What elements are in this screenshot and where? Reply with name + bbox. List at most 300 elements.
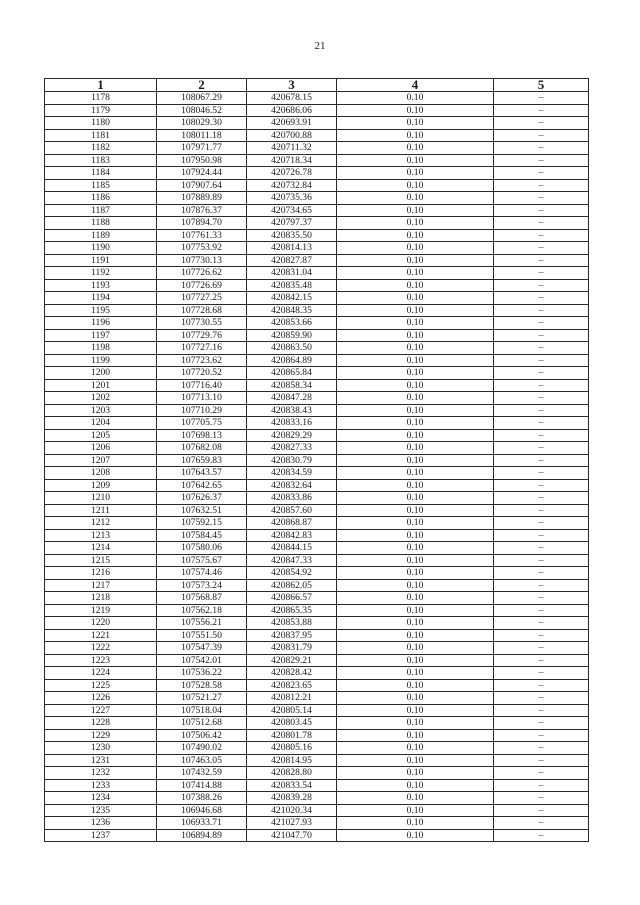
tolerance-value: 0.10 <box>337 592 494 605</box>
point-number: 1237 <box>45 829 157 842</box>
note-value: – <box>494 492 589 505</box>
tolerance-value: 0.10 <box>337 704 494 717</box>
x-coordinate: 107723.62 <box>157 354 247 367</box>
point-number: 1236 <box>45 817 157 830</box>
table-row <box>45 254 589 267</box>
y-coordinate: 420726.78 <box>247 167 337 180</box>
x-coordinate: 107971.77 <box>157 142 247 155</box>
tolerance-value: 0.10 <box>337 142 494 155</box>
point-number: 1227 <box>45 704 157 717</box>
point-number: 1192 <box>45 267 157 280</box>
tolerance-value: 0.10 <box>337 267 494 280</box>
x-coordinate: 107876.37 <box>157 204 247 217</box>
table-body <box>45 92 589 842</box>
y-coordinate: 420828.42 <box>247 667 337 680</box>
point-number: 1195 <box>45 304 157 317</box>
point-number: 1185 <box>45 179 157 192</box>
y-coordinate: 421020.34 <box>247 804 337 817</box>
note-value: – <box>494 767 589 780</box>
y-coordinate: 420693.91 <box>247 117 337 130</box>
x-coordinate: 107642.65 <box>157 479 247 492</box>
table-row <box>45 304 589 317</box>
x-coordinate: 107716.40 <box>157 379 247 392</box>
point-number: 1182 <box>45 142 157 155</box>
tolerance-value: 0.10 <box>337 204 494 217</box>
x-coordinate: 107632.51 <box>157 504 247 517</box>
x-coordinate: 107698.13 <box>157 429 247 442</box>
point-number: 1199 <box>45 354 157 367</box>
x-coordinate: 107727.25 <box>157 292 247 305</box>
note-value: – <box>494 454 589 467</box>
y-coordinate: 420838.43 <box>247 404 337 417</box>
coordinates-table <box>44 78 589 842</box>
point-number: 1224 <box>45 667 157 680</box>
point-number: 1181 <box>45 129 157 142</box>
tolerance-value: 0.10 <box>337 379 494 392</box>
point-number: 1229 <box>45 729 157 742</box>
point-number: 1215 <box>45 554 157 567</box>
x-coordinate: 107950.98 <box>157 154 247 167</box>
note-value: – <box>494 604 589 617</box>
point-number: 1214 <box>45 542 157 555</box>
note-value: – <box>494 192 589 205</box>
note-value: – <box>494 104 589 117</box>
note-value: – <box>494 654 589 667</box>
tolerance-value: 0.10 <box>337 92 494 105</box>
y-coordinate: 420797.37 <box>247 217 337 230</box>
y-coordinate: 420832.64 <box>247 479 337 492</box>
y-coordinate: 420859.90 <box>247 329 337 342</box>
y-coordinate: 420735.36 <box>247 192 337 205</box>
x-coordinate: 107528.58 <box>157 679 247 692</box>
note-value: – <box>494 142 589 155</box>
tolerance-value: 0.10 <box>337 242 494 255</box>
note-value: – <box>494 592 589 605</box>
note-value: – <box>494 517 589 530</box>
x-coordinate: 107729.76 <box>157 329 247 342</box>
note-value: – <box>494 254 589 267</box>
y-coordinate: 420831.79 <box>247 642 337 655</box>
y-coordinate: 420847.28 <box>247 392 337 405</box>
point-number: 1223 <box>45 654 157 667</box>
point-number: 1209 <box>45 479 157 492</box>
note-value: – <box>494 117 589 130</box>
tolerance-value: 0.10 <box>337 504 494 517</box>
y-coordinate: 420833.54 <box>247 779 337 792</box>
y-coordinate: 420678.15 <box>247 92 337 105</box>
point-number: 1193 <box>45 279 157 292</box>
tolerance-value: 0.10 <box>337 129 494 142</box>
note-value: – <box>494 567 589 580</box>
x-coordinate: 106894.89 <box>157 829 247 842</box>
x-coordinate: 107542.01 <box>157 654 247 667</box>
point-number: 1190 <box>45 242 157 255</box>
point-number: 1212 <box>45 517 157 530</box>
tolerance-value: 0.10 <box>337 792 494 805</box>
y-coordinate: 420863.50 <box>247 342 337 355</box>
tolerance-value: 0.10 <box>337 117 494 130</box>
table-row <box>45 342 589 355</box>
point-number: 1179 <box>45 104 157 117</box>
note-value: – <box>494 679 589 692</box>
note-value: – <box>494 629 589 642</box>
note-value: – <box>494 317 589 330</box>
table-row <box>45 429 589 442</box>
y-coordinate: 420866.57 <box>247 592 337 605</box>
point-number: 1187 <box>45 204 157 217</box>
note-value: – <box>494 542 589 555</box>
note-value: – <box>494 754 589 767</box>
point-number: 1206 <box>45 442 157 455</box>
note-value: – <box>494 304 589 317</box>
y-coordinate: 420830.79 <box>247 454 337 467</box>
tolerance-value: 0.10 <box>337 404 494 417</box>
tolerance-value: 0.10 <box>337 467 494 480</box>
y-coordinate: 420831.04 <box>247 267 337 280</box>
note-value: – <box>494 617 589 630</box>
point-number: 1200 <box>45 367 157 380</box>
tolerance-value: 0.10 <box>337 192 494 205</box>
table-row <box>45 754 589 767</box>
y-coordinate: 420805.16 <box>247 742 337 755</box>
table-row <box>45 217 589 230</box>
x-coordinate: 107889.89 <box>157 192 247 205</box>
tolerance-value: 0.10 <box>337 179 494 192</box>
table-row <box>45 767 589 780</box>
note-value: – <box>494 354 589 367</box>
x-coordinate: 107894.70 <box>157 217 247 230</box>
note-value: – <box>494 292 589 305</box>
table-row <box>45 604 589 617</box>
x-coordinate: 107490.02 <box>157 742 247 755</box>
tolerance-value: 0.10 <box>337 304 494 317</box>
point-number: 1188 <box>45 217 157 230</box>
tolerance-value: 0.10 <box>337 629 494 642</box>
note-value: – <box>494 229 589 242</box>
y-coordinate: 420865.35 <box>247 604 337 617</box>
table-row <box>45 117 589 130</box>
note-value: – <box>494 667 589 680</box>
tolerance-value: 0.10 <box>337 429 494 442</box>
column-header-3: 3 <box>247 79 337 92</box>
tolerance-value: 0.10 <box>337 479 494 492</box>
note-value: – <box>494 167 589 180</box>
table-header-row <box>45 79 589 92</box>
y-coordinate: 420734.65 <box>247 204 337 217</box>
y-coordinate: 420847.33 <box>247 554 337 567</box>
x-coordinate: 107753.92 <box>157 242 247 255</box>
x-coordinate: 108011.18 <box>157 129 247 142</box>
y-coordinate: 420812.21 <box>247 692 337 705</box>
point-number: 1234 <box>45 792 157 805</box>
tolerance-value: 0.10 <box>337 342 494 355</box>
point-number: 1210 <box>45 492 157 505</box>
y-coordinate: 420853.66 <box>247 317 337 330</box>
x-coordinate: 107726.69 <box>157 279 247 292</box>
y-coordinate: 420844.15 <box>247 542 337 555</box>
tolerance-value: 0.10 <box>337 104 494 117</box>
note-value: – <box>494 92 589 105</box>
table-row <box>45 542 589 555</box>
note-value: – <box>494 179 589 192</box>
table-row <box>45 704 589 717</box>
y-coordinate: 420868.87 <box>247 517 337 530</box>
tolerance-value: 0.10 <box>337 692 494 705</box>
point-number: 1225 <box>45 679 157 692</box>
y-coordinate: 420833.16 <box>247 417 337 430</box>
table-row <box>45 167 589 180</box>
table-row <box>45 192 589 205</box>
note-value: – <box>494 429 589 442</box>
point-number: 1217 <box>45 579 157 592</box>
tolerance-value: 0.10 <box>337 729 494 742</box>
y-coordinate: 421047.70 <box>247 829 337 842</box>
table-row <box>45 317 589 330</box>
note-value: – <box>494 379 589 392</box>
note-value: – <box>494 442 589 455</box>
x-coordinate: 107705.75 <box>157 417 247 430</box>
tolerance-value: 0.10 <box>337 679 494 692</box>
table-row <box>45 454 589 467</box>
point-number: 1208 <box>45 467 157 480</box>
point-number: 1205 <box>45 429 157 442</box>
table-row <box>45 392 589 405</box>
note-value: – <box>494 392 589 405</box>
page-number: 21 <box>314 40 326 52</box>
tolerance-value: 0.10 <box>337 642 494 655</box>
point-number: 1216 <box>45 567 157 580</box>
tolerance-value: 0.10 <box>337 579 494 592</box>
note-value: – <box>494 279 589 292</box>
tolerance-value: 0.10 <box>337 717 494 730</box>
x-coordinate: 107573.24 <box>157 579 247 592</box>
x-coordinate: 107536.22 <box>157 667 247 680</box>
table-row <box>45 804 589 817</box>
x-coordinate: 107907.64 <box>157 179 247 192</box>
x-coordinate: 108029.30 <box>157 117 247 130</box>
x-coordinate: 107574.46 <box>157 567 247 580</box>
note-value: – <box>494 579 589 592</box>
tolerance-value: 0.10 <box>337 554 494 567</box>
x-coordinate: 107506.42 <box>157 729 247 742</box>
table-row <box>45 592 589 605</box>
note-value: – <box>494 417 589 430</box>
table-row <box>45 679 589 692</box>
table-row <box>45 717 589 730</box>
note-value: – <box>494 267 589 280</box>
y-coordinate: 420801.78 <box>247 729 337 742</box>
x-coordinate: 107580.06 <box>157 542 247 555</box>
point-number: 1232 <box>45 767 157 780</box>
x-coordinate: 107562.18 <box>157 604 247 617</box>
point-number: 1186 <box>45 192 157 205</box>
table-row <box>45 742 589 755</box>
y-coordinate: 420732.84 <box>247 179 337 192</box>
y-coordinate: 420828.80 <box>247 767 337 780</box>
y-coordinate: 420834.59 <box>247 467 337 480</box>
point-number: 1211 <box>45 504 157 517</box>
table-row <box>45 779 589 792</box>
table-row <box>45 292 589 305</box>
y-coordinate: 420835.48 <box>247 279 337 292</box>
point-number: 1203 <box>45 404 157 417</box>
table-row <box>45 367 589 380</box>
y-coordinate: 420814.13 <box>247 242 337 255</box>
table-row <box>45 829 589 842</box>
point-number: 1228 <box>45 717 157 730</box>
note-value: – <box>494 217 589 230</box>
y-coordinate: 420718.34 <box>247 154 337 167</box>
point-number: 1204 <box>45 417 157 430</box>
x-coordinate: 107626.37 <box>157 492 247 505</box>
table-row <box>45 467 589 480</box>
y-coordinate: 420837.95 <box>247 629 337 642</box>
y-coordinate: 420829.21 <box>247 654 337 667</box>
point-number: 1196 <box>45 317 157 330</box>
note-value: – <box>494 479 589 492</box>
x-coordinate: 107518.04 <box>157 704 247 717</box>
y-coordinate: 420823.65 <box>247 679 337 692</box>
note-value: – <box>494 204 589 217</box>
point-number: 1220 <box>45 617 157 630</box>
note-value: – <box>494 642 589 655</box>
y-coordinate: 420865.84 <box>247 367 337 380</box>
x-coordinate: 107643.57 <box>157 467 247 480</box>
point-number: 1198 <box>45 342 157 355</box>
note-value: – <box>494 792 589 805</box>
column-header-5: 5 <box>494 79 589 92</box>
tolerance-value: 0.10 <box>337 604 494 617</box>
x-coordinate: 107727.16 <box>157 342 247 355</box>
table-row <box>45 142 589 155</box>
point-number: 1183 <box>45 154 157 167</box>
table-row <box>45 442 589 455</box>
tolerance-value: 0.10 <box>337 617 494 630</box>
x-coordinate: 107512.68 <box>157 717 247 730</box>
point-number: 1180 <box>45 117 157 130</box>
y-coordinate: 420839.28 <box>247 792 337 805</box>
table-row <box>45 554 589 567</box>
tolerance-value: 0.10 <box>337 317 494 330</box>
point-number: 1226 <box>45 692 157 705</box>
point-number: 1197 <box>45 329 157 342</box>
tolerance-value: 0.10 <box>337 567 494 580</box>
table-row <box>45 92 589 105</box>
x-coordinate: 107584.45 <box>157 529 247 542</box>
x-coordinate: 107713.10 <box>157 392 247 405</box>
note-value: – <box>494 242 589 255</box>
y-coordinate: 420858.34 <box>247 379 337 392</box>
point-number: 1230 <box>45 742 157 755</box>
note-value: – <box>494 817 589 830</box>
note-value: – <box>494 704 589 717</box>
note-value: – <box>494 467 589 480</box>
column-header-4: 4 <box>337 79 494 92</box>
tolerance-value: 0.10 <box>337 767 494 780</box>
y-coordinate: 420833.86 <box>247 492 337 505</box>
x-coordinate: 107728.68 <box>157 304 247 317</box>
y-coordinate: 420829.29 <box>247 429 337 442</box>
tolerance-value: 0.10 <box>337 154 494 167</box>
y-coordinate: 420842.15 <box>247 292 337 305</box>
point-number: 1184 <box>45 167 157 180</box>
x-coordinate: 107575.67 <box>157 554 247 567</box>
table-row <box>45 329 589 342</box>
tolerance-value: 0.10 <box>337 742 494 755</box>
note-value: – <box>494 367 589 380</box>
table-row <box>45 242 589 255</box>
point-number: 1231 <box>45 754 157 767</box>
note-value: – <box>494 529 589 542</box>
note-value: – <box>494 504 589 517</box>
point-number: 1235 <box>45 804 157 817</box>
table-row <box>45 579 589 592</box>
x-coordinate: 108067.29 <box>157 92 247 105</box>
tolerance-value: 0.10 <box>337 229 494 242</box>
y-coordinate: 420862.05 <box>247 579 337 592</box>
note-value: – <box>494 342 589 355</box>
tolerance-value: 0.10 <box>337 542 494 555</box>
table-row <box>45 667 589 680</box>
table-row <box>45 479 589 492</box>
x-coordinate: 107761.33 <box>157 229 247 242</box>
y-coordinate: 420864.89 <box>247 354 337 367</box>
y-coordinate: 420711.32 <box>247 142 337 155</box>
point-number: 1233 <box>45 779 157 792</box>
note-value: – <box>494 154 589 167</box>
table-row <box>45 379 589 392</box>
x-coordinate: 107592.15 <box>157 517 247 530</box>
y-coordinate: 420854.92 <box>247 567 337 580</box>
point-number: 1221 <box>45 629 157 642</box>
y-coordinate: 420805.14 <box>247 704 337 717</box>
tolerance-value: 0.10 <box>337 779 494 792</box>
tolerance-value: 0.10 <box>337 367 494 380</box>
y-coordinate: 420827.33 <box>247 442 337 455</box>
y-coordinate: 420700.88 <box>247 129 337 142</box>
note-value: – <box>494 804 589 817</box>
y-coordinate: 420814.95 <box>247 754 337 767</box>
table-row <box>45 654 589 667</box>
table-row <box>45 267 589 280</box>
x-coordinate: 107720.52 <box>157 367 247 380</box>
x-coordinate: 107710.29 <box>157 404 247 417</box>
tolerance-value: 0.10 <box>337 392 494 405</box>
x-coordinate: 107730.13 <box>157 254 247 267</box>
table-row <box>45 567 589 580</box>
tolerance-value: 0.10 <box>337 517 494 530</box>
point-number: 1194 <box>45 292 157 305</box>
tolerance-value: 0.10 <box>337 354 494 367</box>
x-coordinate: 106946.68 <box>157 804 247 817</box>
point-number: 1222 <box>45 642 157 655</box>
table-row <box>45 817 589 830</box>
tolerance-value: 0.10 <box>337 254 494 267</box>
table-row <box>45 279 589 292</box>
y-coordinate: 420803.45 <box>247 717 337 730</box>
note-value: – <box>494 554 589 567</box>
tolerance-value: 0.10 <box>337 817 494 830</box>
x-coordinate: 107568.87 <box>157 592 247 605</box>
point-number: 1189 <box>45 229 157 242</box>
y-coordinate: 421027.93 <box>247 817 337 830</box>
point-number: 1202 <box>45 392 157 405</box>
tolerance-value: 0.10 <box>337 667 494 680</box>
tolerance-value: 0.10 <box>337 529 494 542</box>
point-number: 1207 <box>45 454 157 467</box>
tolerance-value: 0.10 <box>337 492 494 505</box>
x-coordinate: 108046.52 <box>157 104 247 117</box>
